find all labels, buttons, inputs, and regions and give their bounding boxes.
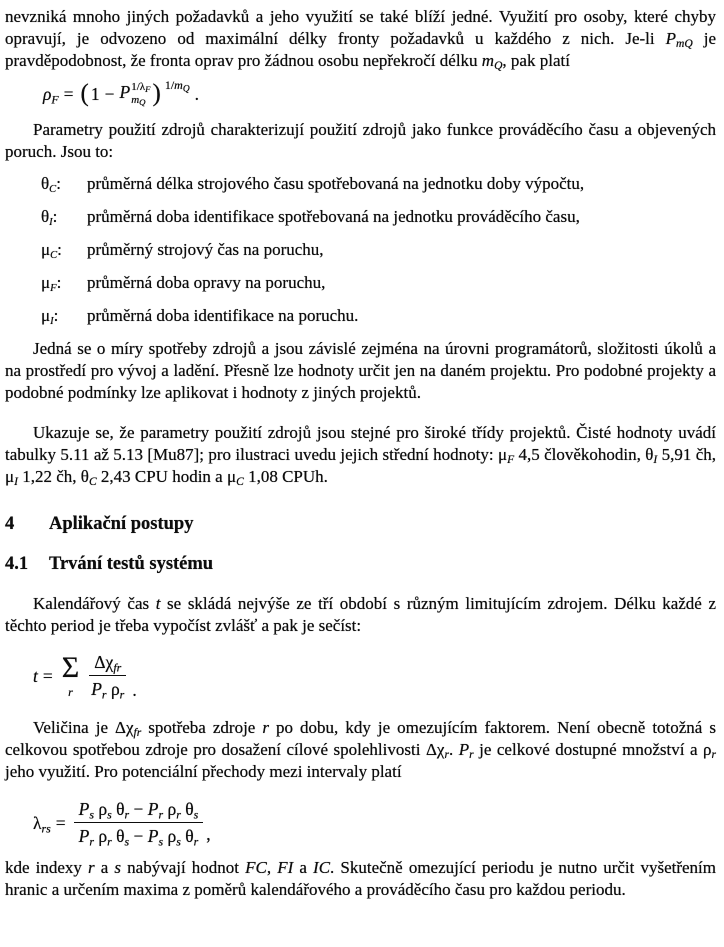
text-segment: ρ [98, 799, 108, 820]
text-segment: μ [497, 444, 508, 464]
text-segment: θ [185, 826, 194, 847]
text-segment: FC [245, 857, 267, 877]
text-segment: P [78, 799, 90, 820]
text-segment: kde indexy [5, 857, 89, 877]
text-segment: C [88, 474, 97, 488]
text-segment: spotřeba zdroje [141, 717, 263, 737]
text-segment: θ [41, 206, 50, 226]
text-segment: 1,08 CPUh. [243, 466, 328, 486]
sigma-symbol: Σ [61, 651, 80, 685]
text-segment: a [94, 857, 115, 877]
text-segment: s [89, 807, 94, 822]
resource-definition-item [41, 173, 716, 195]
text-segment: a [293, 857, 314, 877]
text-segment: s [107, 807, 112, 822]
text-segment: F [50, 282, 57, 294]
fraction-denominator [86, 676, 129, 700]
text-segment: P [458, 739, 470, 759]
symbol-mu-c [41, 239, 87, 261]
text-segment: s [193, 807, 199, 822]
definition-text: průměrná doba identifikace na poruchu. [87, 305, 359, 325]
text-segment: : [56, 173, 61, 193]
formula-period: . [194, 83, 199, 104]
text-segment: IC [313, 857, 331, 877]
summation-index: r [68, 685, 73, 700]
text-segment: Q [139, 96, 146, 107]
text-segment: − [129, 799, 148, 820]
text-segment: ρ [110, 679, 120, 700]
text-segment: Q [182, 84, 190, 95]
fraction-numerator [89, 651, 126, 676]
text-segment: θ [185, 799, 194, 820]
text-segment: je celkové dostupné množství a [473, 739, 704, 759]
summation-operator [62, 653, 79, 698]
text-segment: jeho využití. Pro potenciální přechody mezi intervaly platí [5, 761, 402, 781]
text-segment: : [57, 239, 62, 259]
text-segment: μ [41, 239, 51, 259]
text-segment: 1,22 čh, [17, 466, 81, 486]
fraction-denominator [74, 823, 204, 847]
formula-lambda-rs [33, 795, 716, 851]
text-segment: , pak platí [502, 51, 570, 70]
formula-period: . [132, 679, 137, 700]
section-heading [5, 512, 716, 536]
text-segment: θ [80, 466, 89, 486]
text-segment: θ [116, 826, 125, 847]
text-segment: m [481, 51, 495, 70]
text-segment: . Skutečně omezující periodu je nutno určit vyšetřením hranic a určením maxima z poměrů kalendářového a prováděcího času pro každou periodu. [5, 857, 716, 899]
text-segment: , [266, 857, 278, 877]
text-segment: Δχ [94, 652, 114, 673]
minus-sign: − [104, 83, 115, 104]
text-segment: C [49, 183, 57, 195]
text-segment: C [236, 474, 244, 488]
text-segment: I [653, 452, 658, 466]
text-segment: r [158, 807, 164, 822]
definition-text: průměrná doba identifikace spotřebovaná na jednotku prováděcího času, [87, 206, 580, 226]
text-segment: 4,5 člověkohodin, [514, 444, 646, 464]
text-segment: 1/ [164, 77, 175, 92]
text-segment: r [176, 807, 181, 822]
text-segment: ρ [167, 799, 177, 820]
text-segment: FI [277, 857, 294, 877]
text-segment: r [89, 834, 94, 849]
text-segment: 1/ [131, 81, 140, 94]
text-segment: C [50, 249, 58, 261]
text-segment: r [88, 857, 95, 877]
close-paren: ) [152, 80, 161, 108]
text-segment: P [78, 826, 90, 847]
text-segment: Parametry použití zdrojů charakterizují použití zdrojů jako funkce prováděcího času a objevených poruch. Jsou to: [5, 119, 716, 161]
formula-calendar-time-sum [33, 645, 716, 707]
formula-comma: , [206, 823, 211, 844]
text-segment: nabývají hodnot [121, 857, 246, 877]
resource-definition-item [41, 206, 716, 228]
text-segment: r [469, 747, 474, 761]
text-segment: : [53, 305, 59, 325]
subsection-heading [5, 552, 716, 576]
text-segment: I [14, 474, 18, 488]
text-segment: Jedná se o míry spotřeby zdrojů a jsou závislé zejména na úrovni programátorů, složitosti úkolů a na prostředí pro vývoj a ladění. Přesně lze hodnoty určit jen na daném projektu. Pro podobné projekty a podobné podmínky lze aplikovat i hodnoty z jiných projektů. [5, 338, 716, 402]
paragraph-resource-parameters [5, 119, 716, 163]
text-segment: nevzniká mnoho jiných požadavků a jeho využití se také blíží jedné. Využití pro osoby, které chyby opravují, je odvozeno od maximální délky fronty požadavků u každého z nich. Je-li [5, 7, 716, 48]
text-segment: fr [133, 725, 142, 739]
text-segment: P [147, 826, 159, 847]
definition-text: průměrný strojový čas na poruchu, [87, 239, 324, 259]
text-segment: λ [139, 81, 146, 94]
text-segment: P [91, 679, 102, 700]
text-segment: . [448, 739, 459, 759]
formula-constant: 1 [90, 83, 100, 104]
definition-text: průměrná doba opravy na poruchu, [87, 272, 326, 292]
text-segment: t [155, 593, 161, 613]
text-segment: mQ [676, 37, 693, 51]
text-segment: : [52, 206, 58, 226]
text-segment: r [262, 717, 269, 737]
text-segment: μ [41, 305, 51, 325]
subsection-title: Trvání testů systému [49, 553, 214, 574]
fraction [74, 798, 204, 847]
text-segment: P [147, 799, 159, 820]
probability-term: P 1/λF mQ [119, 81, 151, 107]
text-segment: μ [5, 466, 15, 486]
text-segment: F [145, 84, 151, 95]
text-segment: : [56, 272, 62, 292]
text-segment: θ [116, 799, 125, 820]
resource-definition-item [41, 272, 716, 294]
equals-sign: = [55, 812, 66, 833]
resource-definition-item [41, 239, 716, 261]
text-segment: Ukazuje se, že parametry použití zdrojů jsou stejné pro široké třídy projektů. Čisté hodnoty uvádí tabulky 5.11 až 5.13 [Mu87]; pro ilustraci uvedu jejich střední hodnoty: [5, 422, 716, 464]
p-subscript [131, 94, 145, 107]
fraction-numerator [74, 798, 204, 823]
text-segment: r [119, 687, 125, 702]
definition-text: průměrná délka strojového času spotřebovaná na jednotku doby výpočtu, [87, 173, 585, 193]
text-segment: I [50, 315, 54, 327]
open-paren: ( [80, 80, 89, 108]
paragraph-queue-utilization [5, 6, 716, 72]
text-segment: r [193, 834, 199, 849]
text-segment: Kalendářový čas [33, 593, 156, 613]
paragraph-indices [5, 857, 716, 901]
text-segment: s [114, 857, 122, 877]
text-segment: θ [41, 173, 50, 193]
resource-definition-list [41, 173, 716, 327]
formula-lhs: $\lambda_{rs}$ [33, 812, 51, 835]
resource-definition-item [41, 305, 716, 327]
text-segment: 5,91 čh, [657, 444, 717, 464]
p-superscript [131, 81, 150, 94]
outer-exponent [165, 74, 190, 96]
symbol-theta-i [41, 206, 87, 228]
text-segment: r [101, 687, 107, 702]
text-segment: ρ [167, 826, 177, 847]
section-number: 4 [5, 513, 15, 534]
text-segment: r [107, 834, 112, 849]
text-segment: s [176, 834, 181, 849]
text-segment: Veličina je [33, 717, 116, 737]
subsection-number: 4.1 [5, 553, 29, 574]
text-segment: Δχ [115, 717, 134, 737]
text-segment: po dobu, kdy je omezujícím faktorem. Není obecně totožná s celkovou spotřebou zdroje pro dosažení cílové spolehlivosti [5, 717, 716, 759]
text-segment: m [131, 93, 140, 106]
text-segment: Δχ [425, 739, 445, 759]
paragraph-calendar-time [5, 593, 716, 637]
text-segment: s [124, 834, 130, 849]
text-segment: μ [226, 466, 237, 486]
paragraph-mean-values [5, 422, 716, 488]
paragraph-consumption-measures [5, 338, 716, 404]
equals-sign: = [42, 665, 53, 686]
text-segment: s [158, 834, 164, 849]
symbol-mu-i [41, 305, 87, 327]
text-segment: m [174, 77, 183, 92]
symbol-theta-c [41, 173, 87, 195]
text-segment: r [711, 747, 717, 761]
text-segment: r [124, 807, 130, 822]
text-segment: ρ [98, 826, 108, 847]
text-segment: P [665, 29, 677, 48]
equals-sign: = [63, 83, 74, 104]
formula-lhs: $\rho_F$ [43, 83, 59, 107]
text-segment: r [444, 747, 449, 761]
text-segment: je pravděpodobnost, že fronta oprav pro žádnou osobu nepřekročí délku [5, 29, 716, 70]
paragraph-delta-chi [5, 717, 716, 783]
text-segment: θ [645, 444, 654, 464]
fraction [86, 651, 129, 700]
text-segment: μ [41, 272, 51, 292]
formula-lhs: t [33, 665, 38, 686]
symbol-mu-f [41, 272, 87, 294]
text-segment: fr [113, 660, 122, 675]
formula-rho-f [43, 77, 716, 108]
section-title: Aplikační postupy [49, 513, 194, 534]
text-segment: 2,43 CPU hodin a [96, 466, 227, 486]
text-segment: − [129, 826, 148, 847]
text-segment: ρ [703, 739, 712, 759]
text-segment: F [507, 452, 515, 466]
text-segment: Q [494, 59, 503, 73]
text-segment: se skládá nejvýše ze tří období s různým limitujícím zdrojem. Délku každé z těchto period je třeba vypočíst zvlášť a pak je sečíst: [5, 593, 716, 635]
text-segment: I [49, 216, 53, 228]
